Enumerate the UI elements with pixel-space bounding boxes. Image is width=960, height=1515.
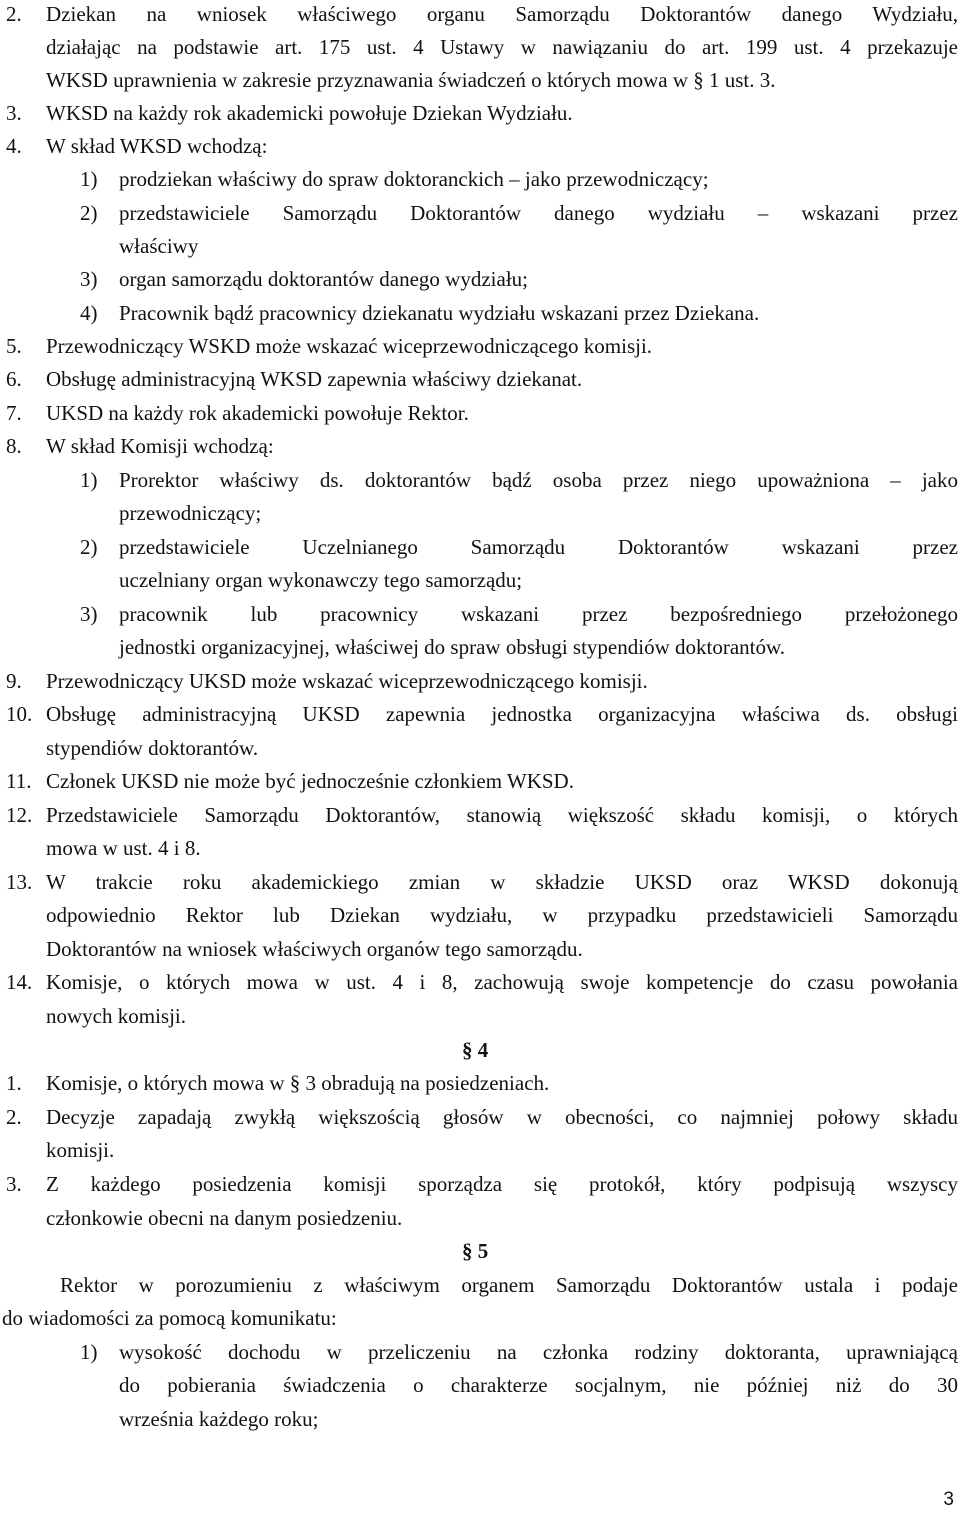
paragraph-number: 2.: [6, 2, 22, 26]
paragraph-line: stypendiów doktorantów.: [46, 736, 259, 760]
paragraph-line: członkowie obecni na danym posiedzeniu.: [46, 1206, 403, 1230]
paragraph-line: Przewodniczący WSKD może wskazać wiceprzewodniczącego komisji.: [46, 334, 653, 358]
paragraph-line: WKSD uprawnienia w zakresie przyznawania świadczeń o których mowa w § 1 ust. 3.: [46, 68, 776, 92]
paragraph-line: UKSD na każdy rok akademicki powołuje Rektor.: [46, 401, 469, 425]
paragraph-line: Obsługę administracyjną UKSD zapewnia jednostka organizacyjna właściwa ds. obsługi: [46, 702, 958, 726]
list-item-text: Pracownik bądź pracownicy dziekanatu wydziału wskazani przez Dziekana.: [119, 301, 760, 325]
paragraph-line: komisji.: [46, 1138, 115, 1162]
paragraph-line: W skład WKSD wchodzą:: [46, 134, 268, 158]
paragraph-number: 3.: [6, 1172, 22, 1196]
paragraph-line: W skład Komisji wchodzą:: [46, 434, 274, 458]
section-heading: § 5: [462, 1239, 489, 1263]
paragraph-line: Komisje, o których mowa w § 3 obradują na posiedzeniach.: [46, 1071, 550, 1095]
list-item-text: wysokość dochodu w przeliczeniu na członka rodziny doktoranta, uprawniającą: [119, 1340, 958, 1364]
list-item-number: 1): [80, 1340, 98, 1364]
paragraph-number: 9.: [6, 669, 22, 693]
paragraph-number: 2.: [6, 1105, 22, 1129]
paragraph-line: WKSD na każdy rok akademicki powołuje Dziekan Wydziału.: [46, 101, 573, 125]
paragraph-line: Członek UKSD nie może być jednocześnie członkiem WKSD.: [46, 769, 574, 793]
paragraph-number: 7.: [6, 401, 22, 425]
list-item-number: 3): [80, 602, 98, 626]
list-item-text: przedstawiciele Uczelnianego Samorządu Doktorantów wskazani przez: [119, 535, 958, 559]
list-item-number: 2): [80, 201, 98, 225]
page-number: 3: [943, 1489, 954, 1510]
paragraph-line: Dziekan na wniosek właściwego organu Samorządu Doktorantów danego Wydziału,: [46, 2, 958, 26]
list-item-text: prodziekan właściwy do spraw doktoranckich – jako przewodniczący;: [119, 167, 709, 191]
list-item-text: pracownik lub pracownicy wskazani przez bezpośredniego przełożonego: [119, 602, 958, 626]
list-item-text: Prorektor właściwy ds. doktorantów bądź osoba przez niego upoważniona – jako: [119, 468, 958, 492]
list-item-text: uczelniany organ wykonawczy tego samorządu;: [119, 568, 523, 592]
paragraph-line: do wiadomości za pomocą komunikatu:: [2, 1306, 337, 1330]
paragraph-line: Przewodniczący UKSD może wskazać wiceprzewodniczącego komisji.: [46, 669, 648, 693]
paragraph-line: W trakcie roku akademickiego zmian w składzie UKSD oraz WKSD dokonują: [46, 870, 958, 894]
paragraph-line: Komisje, o których mowa w ust. 4 i 8, zachowują swoje kompetencje do czasu powołania: [46, 970, 958, 994]
list-item-text: września każdego roku;: [119, 1407, 319, 1431]
paragraph-number: 8.: [6, 434, 22, 458]
paragraph-number: 11.: [6, 769, 32, 793]
list-item-text: przedstawiciele Samorządu Doktorantów danego wydziału – wskazani przez: [119, 201, 958, 225]
list-item-text: organ samorządu doktorantów danego wydziału;: [119, 267, 528, 291]
paragraph-number: 5.: [6, 334, 22, 358]
paragraph-line: Rektor w porozumieniu z właściwym organem Samorządu Doktorantów ustala i podaje: [60, 1273, 958, 1297]
list-item-text: przewodniczący;: [119, 501, 262, 525]
paragraph-line: odpowiednio Rektor lub Dziekan wydziału, w przypadku przedstawicieli Samorządu: [46, 903, 958, 927]
paragraph-number: 14.: [6, 970, 33, 994]
paragraph-number: 3.: [6, 101, 22, 125]
paragraph-line: Z każdego posiedzenia komisji sporządza się protokół, który podpisują wszyscy: [46, 1172, 958, 1196]
list-item-number: 1): [80, 167, 98, 191]
paragraph-number: 12.: [6, 803, 33, 827]
section-heading: § 4: [462, 1038, 489, 1062]
paragraph-line: mowa w ust. 4 i 8.: [46, 836, 201, 860]
paragraph-number: 10.: [6, 702, 33, 726]
paragraph-line: Przedstawiciele Samorządu Doktorantów, stanowią większość składu komisji, o których: [46, 803, 958, 827]
list-item-text: do pobierania świadczenia o charakterze socjalnym, nie później niż do 30: [119, 1373, 958, 1397]
paragraph-number: 13.: [6, 870, 33, 894]
paragraph-line: nowych komisji.: [46, 1004, 186, 1028]
paragraph-number: 4.: [6, 134, 22, 158]
list-item-number: 2): [80, 535, 98, 559]
paragraph-line: Decyzje zapadają zwykłą większością głosów w obecności, co najmniej połowy składu: [46, 1105, 958, 1129]
list-item-number: 3): [80, 267, 98, 291]
list-item-text: jednostki organizacyjnej, właściwej do spraw obsługi stypendiów doktorantów.: [119, 635, 786, 659]
paragraph-line: Doktorantów na wniosek właściwych organów tego samorządu.: [46, 937, 583, 961]
list-item-text: właściwy: [119, 234, 199, 258]
paragraph-line: Obsługę administracyjną WKSD zapewnia właściwy dziekanat.: [46, 367, 583, 391]
paragraph-number: 1.: [6, 1071, 22, 1095]
paragraph-line: działając na podstawie art. 175 ust. 4 Ustawy w nawiązaniu do art. 199 ust. 4 przekazuje: [46, 35, 958, 59]
list-item-number: 4): [80, 301, 98, 325]
list-item-number: 1): [80, 468, 98, 492]
paragraph-number: 6.: [6, 367, 22, 391]
